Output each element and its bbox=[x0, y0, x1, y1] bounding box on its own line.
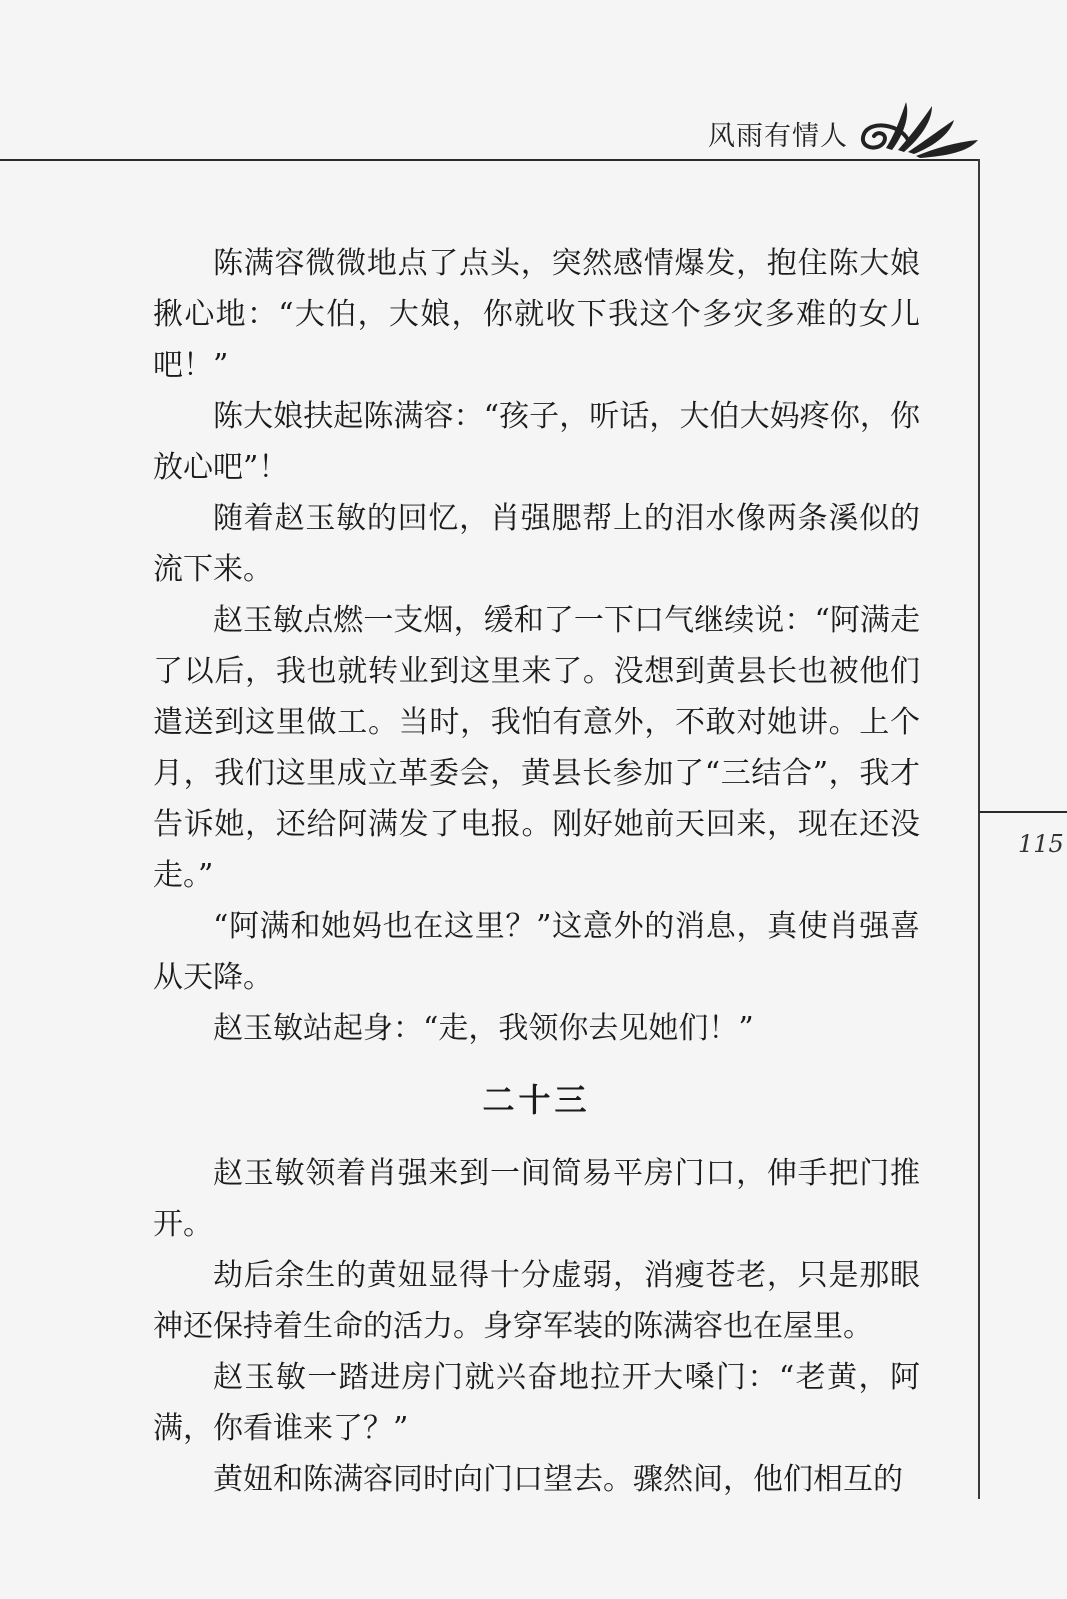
paragraph: 黄妞和陈满容同时向门口望去。骤然间，他们相互的 bbox=[213, 1462, 903, 1497]
paragraph: 陈大娘扶起陈满容：“孩子，听话，大伯大妈疼你，你放心吧”！ bbox=[153, 399, 920, 485]
paragraph: 随着赵玉敏的回忆，肖强腮帮上的泪水像两条溪似的流下来。 bbox=[153, 501, 920, 587]
paragraph: 陈满容微微地点了点头，突然感情爆发，抱住陈大娘揪心地：“大伯，大娘，你就收下我这个多灾多难的女儿吧！” bbox=[153, 246, 920, 383]
paragraph: 赵玉敏领着肖强来到一间简易平房门口，伸手把门推开。 bbox=[153, 1156, 920, 1242]
chapter-heading: 二十三 bbox=[482, 1081, 591, 1119]
page-number: 115 bbox=[1018, 830, 1064, 858]
flourish-ornament-icon bbox=[856, 94, 982, 164]
paragraph: 赵玉敏一踏进房门就兴奋地拉开大嗓门：“老黄，阿满，你看谁来了？” bbox=[153, 1360, 920, 1446]
header-rule bbox=[0, 159, 979, 161]
header-title: 风雨有情人 bbox=[708, 121, 848, 152]
paragraph: 赵玉敏点燃一支烟，缓和了一下口气继续说：“阿满走了以后，我也就转业到这里来了。没想到黄县长也被他们遣送到这里做工。当时，我怕有意外，不敢对她讲。上个月，我们这里成立革委会，黄县长参加了“三结合”，我才告诉她，还给阿满发了电报。刚好她前天回来，现在还没走。” bbox=[153, 603, 920, 893]
paragraph: 赵玉敏站起身：“走，我领你去见她们！” bbox=[213, 1011, 754, 1046]
page-number-rule bbox=[979, 811, 1067, 813]
body-text bbox=[153, 238, 920, 1505]
right-margin-rule bbox=[978, 159, 980, 1499]
paragraph: “阿满和她妈也在这里？”这意外的消息，真使肖强喜从天降。 bbox=[153, 909, 920, 995]
paragraph: 劫后余生的黄妞显得十分虚弱，消瘦苍老，只是那眼神还保持着生命的活力。身穿军装的陈满容也在屋里。 bbox=[153, 1258, 920, 1344]
